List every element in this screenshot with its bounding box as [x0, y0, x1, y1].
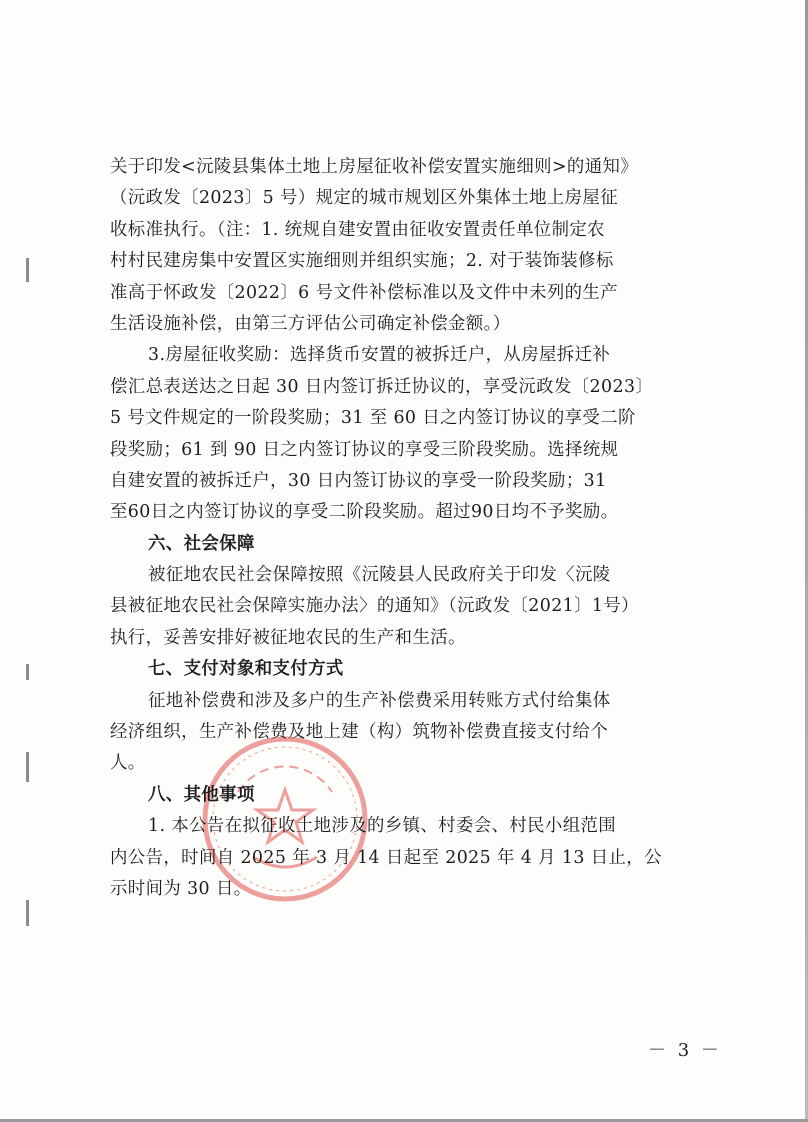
paragraph-start-line: 1. 本公告在拟征收土地涉及的乡镇、村委会、村民小组范围 [148, 816, 617, 837]
text-line: 示时间为 30 日。 [110, 878, 252, 899]
text-line: 收标准执行。（注：1. 统规自建安置由征收安置责任单位制定农 [110, 219, 605, 240]
page-number: － 3 － [648, 1040, 722, 1061]
text-line: 准高于怀政发〔2022〕6 号文件补偿标准以及文件中未列的生产 [110, 282, 619, 303]
text-line: 内公告，时间自 2025 年 3 月 14 日起至 2025 年 4 月 13 日止，公 [110, 847, 662, 868]
document-body [110, 152, 702, 905]
section-heading-social-security: 六、社会保障 [148, 533, 255, 554]
text-line: 关于印发<沅陵县集体土地上房屋征收补偿安置实施细则>的通知》 [110, 157, 639, 177]
text-line: 人。 [110, 753, 146, 774]
binding-mark [26, 752, 29, 782]
text-line: 经济组织，生产补偿费及地上建（构）筑物补偿费直接支付给个 [110, 722, 609, 743]
paragraph-start-line: 被征地农民社会保障按照《沅陵县人民政府关于印发〈沅陵 [148, 565, 611, 586]
paragraph-start-line: 3.房屋征收奖励：选择货币安置的被拆迁户，从房屋拆迁补 [148, 345, 611, 366]
text-line: 偿汇总表送达之日起 30 日内签订拆迁协议的，享受沅政发〔2023〕 [110, 376, 654, 397]
text-line: 5 号文件规定的一阶段奖励；31 至 60 日之内签订协议的享受二阶 [110, 408, 636, 429]
section-heading-other-matters: 八、其他事项 [148, 784, 255, 805]
text-line: （沅政发〔2023〕5 号）规定的城市规划区外集体土地上房屋征 [110, 188, 619, 209]
text-line: 自建安置的被拆迁户，30 日内签订协议的享受一阶段奖励；31 [110, 470, 607, 491]
paragraph-start-line: 征地补偿费和涉及多户的生产补偿费采用转账方式付给集体 [148, 690, 611, 711]
binding-mark [26, 664, 29, 680]
section-heading-payment: 七、支付对象和支付方式 [148, 659, 344, 680]
binding-mark [26, 258, 29, 282]
text-line: 县被征地农民社会保障实施办法〉的通知》（沅政发〔2021〕1号） [110, 596, 639, 617]
binding-mark [26, 900, 29, 926]
text-line: 村村民建房集中安置区实施细则并组织实施；2. 对于装饰装修标 [110, 251, 614, 272]
text-line: 至60日之内签订协议的享受二阶段奖励。超过90日均不予奖励。 [110, 502, 619, 523]
text-line: 执行，妥善安排好被征地农民的生产和生活。 [110, 627, 466, 648]
text-line: 段奖励；61 到 90 日之内签订协议的享受三阶段奖励。选择统规 [110, 439, 619, 460]
text-line: 生活设施补偿，由第三方评估公司确定补偿金额。） [110, 313, 511, 334]
